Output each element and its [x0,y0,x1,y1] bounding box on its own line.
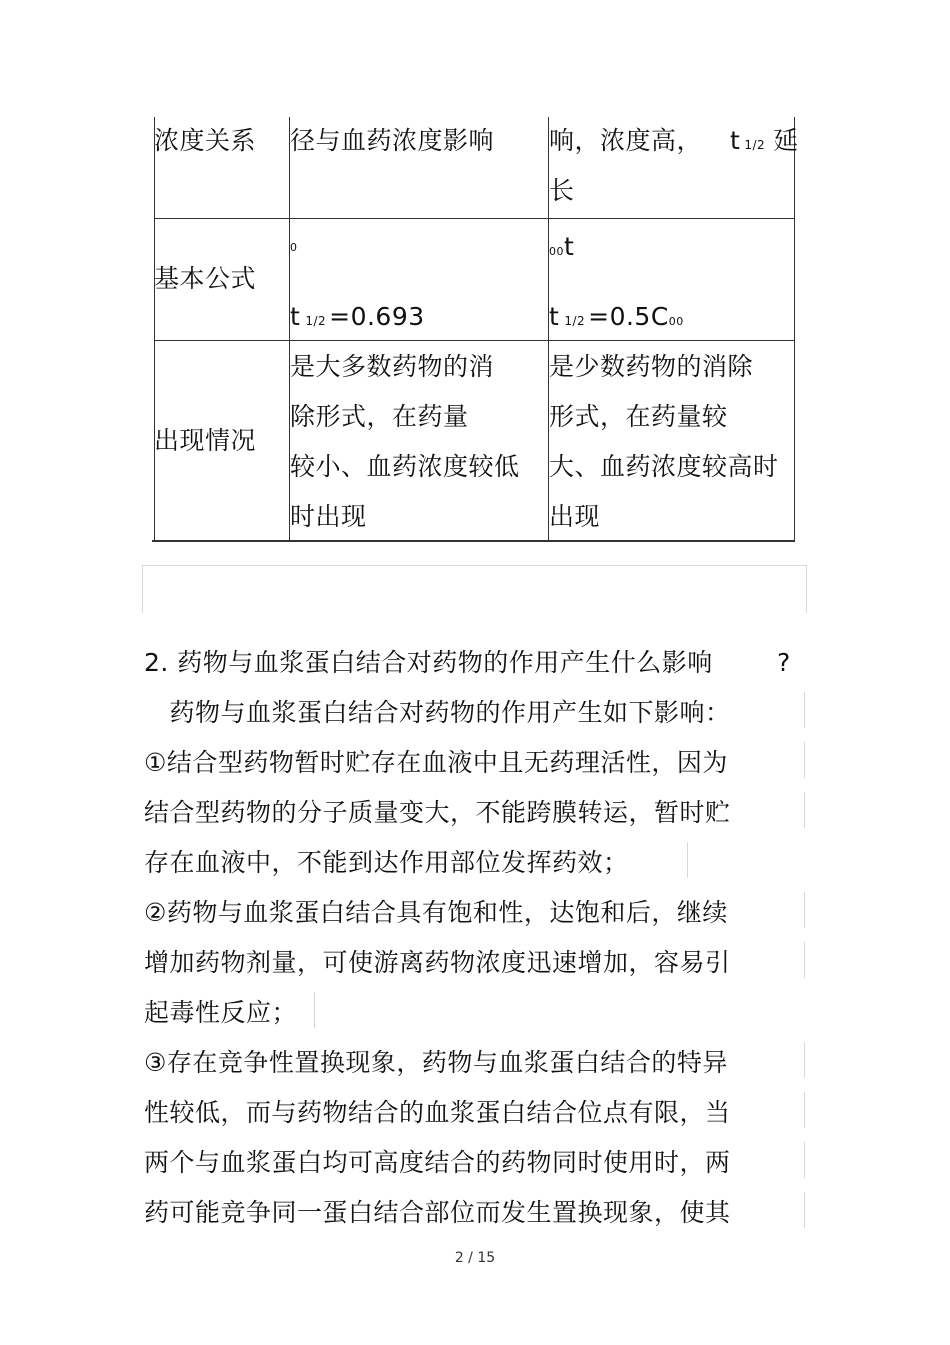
faint-edge [804,892,805,928]
row1-col2-line2: 长 [549,176,575,205]
row1-col2-text-b: 延 [773,126,799,155]
row2-col2-formula [549,292,684,347]
row2-col2-top [549,222,574,277]
body-line: 两个与血浆蛋白均可高度结合的药物同时使用时，两 [144,1148,731,1177]
row3-col2-line: 出现 [549,502,601,531]
table-border-left [154,117,155,541]
faint-edge [804,1142,805,1178]
row2-col2-t: t [549,302,560,331]
faint-edge [687,842,688,878]
body-line: 起毒性反应； [144,998,298,1027]
faint-edge [804,942,805,978]
faint-edge [314,992,315,1028]
faint-box-top [142,565,807,566]
row1-label: 浓度关系 [154,126,257,155]
row2-col2-sub: 1/2 [564,314,586,328]
page-number: 2 / 15 [454,1250,496,1266]
faint-box-right [806,565,807,613]
body-line: 存在血液中，不能到达作用部位发挥药效； [144,848,629,877]
faint-edge [804,1192,805,1228]
row1-col2-t: t [730,126,741,155]
body-line: ③存在竞争性置换现象，药物与血浆蛋白结合的特异 [144,1048,728,1077]
body-line: 性较低，而与药物结合的血浆蛋白结合位点有限，当 [144,1098,731,1127]
row1-col1: 径与血药浓度影响 [290,126,495,155]
table-border-bottom [152,540,795,542]
row3-col2-line: 形式，在药量较 [549,402,728,431]
row3-col1-line: 除形式，在药量 [290,402,469,431]
row3-col1-line: 较小、血药浓度较低 [290,452,520,481]
faint-box-left [142,565,143,613]
body-line: ①结合型药物暂时贮存在血液中且无药理活性，因为 [144,748,728,777]
body-line: 药可能竞争同一蛋白结合部位而发生置换现象，使其 [144,1198,731,1227]
section-heading: 2. 药物与血浆蛋白结合对药物的作用产生什么影响 [144,648,713,677]
row2-col2-top-t: t [564,232,575,261]
row3-col2-line: 是少数药物的消除 [549,352,754,381]
row2-col2-eq: =0.5C [588,302,669,331]
row2-col1-eq: =0.693 [329,302,425,331]
row3-label: 出现情况 [154,426,257,455]
row2-col2-eq-sub: 00 [668,315,684,328]
row1-col2-sub: 1/2 [744,138,766,152]
faint-edge [804,692,805,728]
body-line: 增加药物剂量，可使游离药物浓度迅速增加，容易引 [144,948,731,977]
row3-col2-line: 大、血药浓度较高时 [549,452,779,481]
row1-col2-line1 [549,116,799,170]
row2-col2-top-sub: 00 [549,245,564,258]
table-row-line-2 [154,340,795,341]
row2-col1-sub: 1/2 [305,314,327,328]
faint-edge [804,1092,805,1128]
body-line: ②药物与血浆蛋白结合具有饱和性，达饱和后，继续 [144,898,728,927]
faint-edge [804,1042,805,1078]
row1-col2-text-a: 响，浓度高， [549,126,703,155]
body-line: 药物与血浆蛋白结合对药物的作用产生如下影响： [144,698,731,727]
row2-label: 基本公式 [154,264,257,293]
row2-col1-top: 0 [290,241,298,254]
body-line: 结合型药物的分子质量变大，不能跨膜转运，暂时贮 [144,798,731,827]
section-heading-mark: ? [777,648,791,677]
row2-col1-t: t [290,302,301,331]
table-border-right [794,117,795,541]
table-row-line-1 [154,218,795,219]
faint-edge [804,792,805,828]
faint-edge [804,742,805,778]
row3-col1-line: 时出现 [290,502,367,531]
row3-col1-line: 是大多数药物的消 [290,352,495,381]
row2-col1-formula [290,292,425,346]
